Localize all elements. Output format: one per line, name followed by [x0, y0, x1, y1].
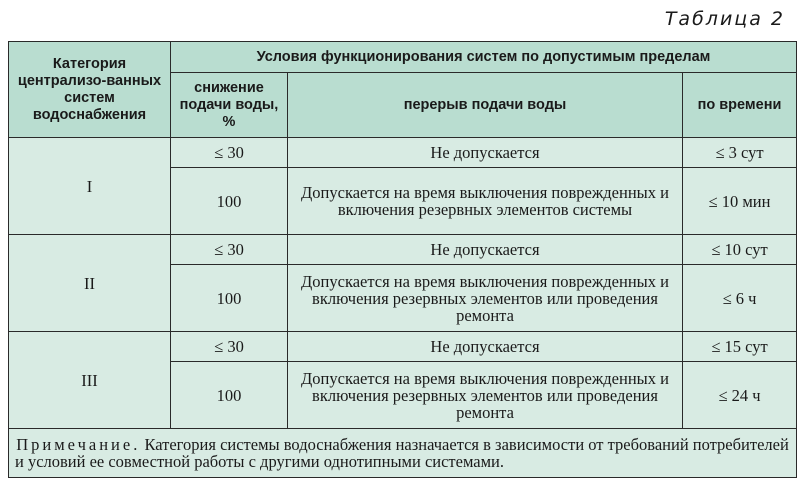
header-interruption: перерыв подачи воды	[288, 73, 683, 138]
duration-cell: ≤ 24 ч	[683, 362, 797, 429]
note-row	[9, 429, 797, 478]
header-reduction: снижение подачи воды, %	[171, 73, 288, 138]
interruption-cell: Допускается на время выключения поврежденных и включения резервных элементов или проведения ремонта	[288, 265, 683, 332]
table-row	[9, 138, 797, 168]
category-cell: I	[9, 138, 171, 235]
reduction-cell: ≤ 30	[171, 235, 288, 265]
category-cell: III	[9, 332, 171, 429]
table-caption: Таблица 2	[664, 8, 785, 30]
note-label: Примечание.	[16, 435, 141, 454]
reduction-cell: 100	[171, 168, 288, 235]
reduction-cell: 100	[171, 265, 288, 332]
duration-cell: ≤ 10 мин	[683, 168, 797, 235]
reduction-cell: 100	[171, 362, 288, 429]
duration-cell: ≤ 15 сут	[683, 332, 797, 362]
duration-cell: ≤ 3 сут	[683, 138, 797, 168]
reduction-cell: ≤ 30	[171, 138, 288, 168]
interruption-cell: Не допускается	[288, 235, 683, 265]
interruption-cell: Допускается на время выключения поврежденных и включения резервных элементов системы	[288, 168, 683, 235]
note-text: Категория системы водоснабжения назначается в зависимости от требований потребителей и условий ее совместной работы с другими однотипными системами.	[15, 435, 789, 471]
duration-cell: ≤ 6 ч	[683, 265, 797, 332]
interruption-cell: Не допускается	[288, 332, 683, 362]
interruption-cell: Допускается на время выключения поврежденных и включения резервных элементов или проведения ремонта	[288, 362, 683, 429]
header-category: Категория централизо-ванных систем водоснабжения	[9, 42, 171, 138]
table-row	[9, 235, 797, 265]
header-duration: по времени	[683, 73, 797, 138]
duration-cell: ≤ 10 сут	[683, 235, 797, 265]
table-row	[9, 332, 797, 362]
water-supply-table	[8, 41, 797, 478]
note-cell	[9, 429, 797, 478]
reduction-cell: ≤ 30	[171, 332, 288, 362]
category-cell: II	[9, 235, 171, 332]
interruption-cell: Не допускается	[288, 138, 683, 168]
header-conditions: Условия функционирования систем по допустимым пределам	[171, 42, 797, 73]
